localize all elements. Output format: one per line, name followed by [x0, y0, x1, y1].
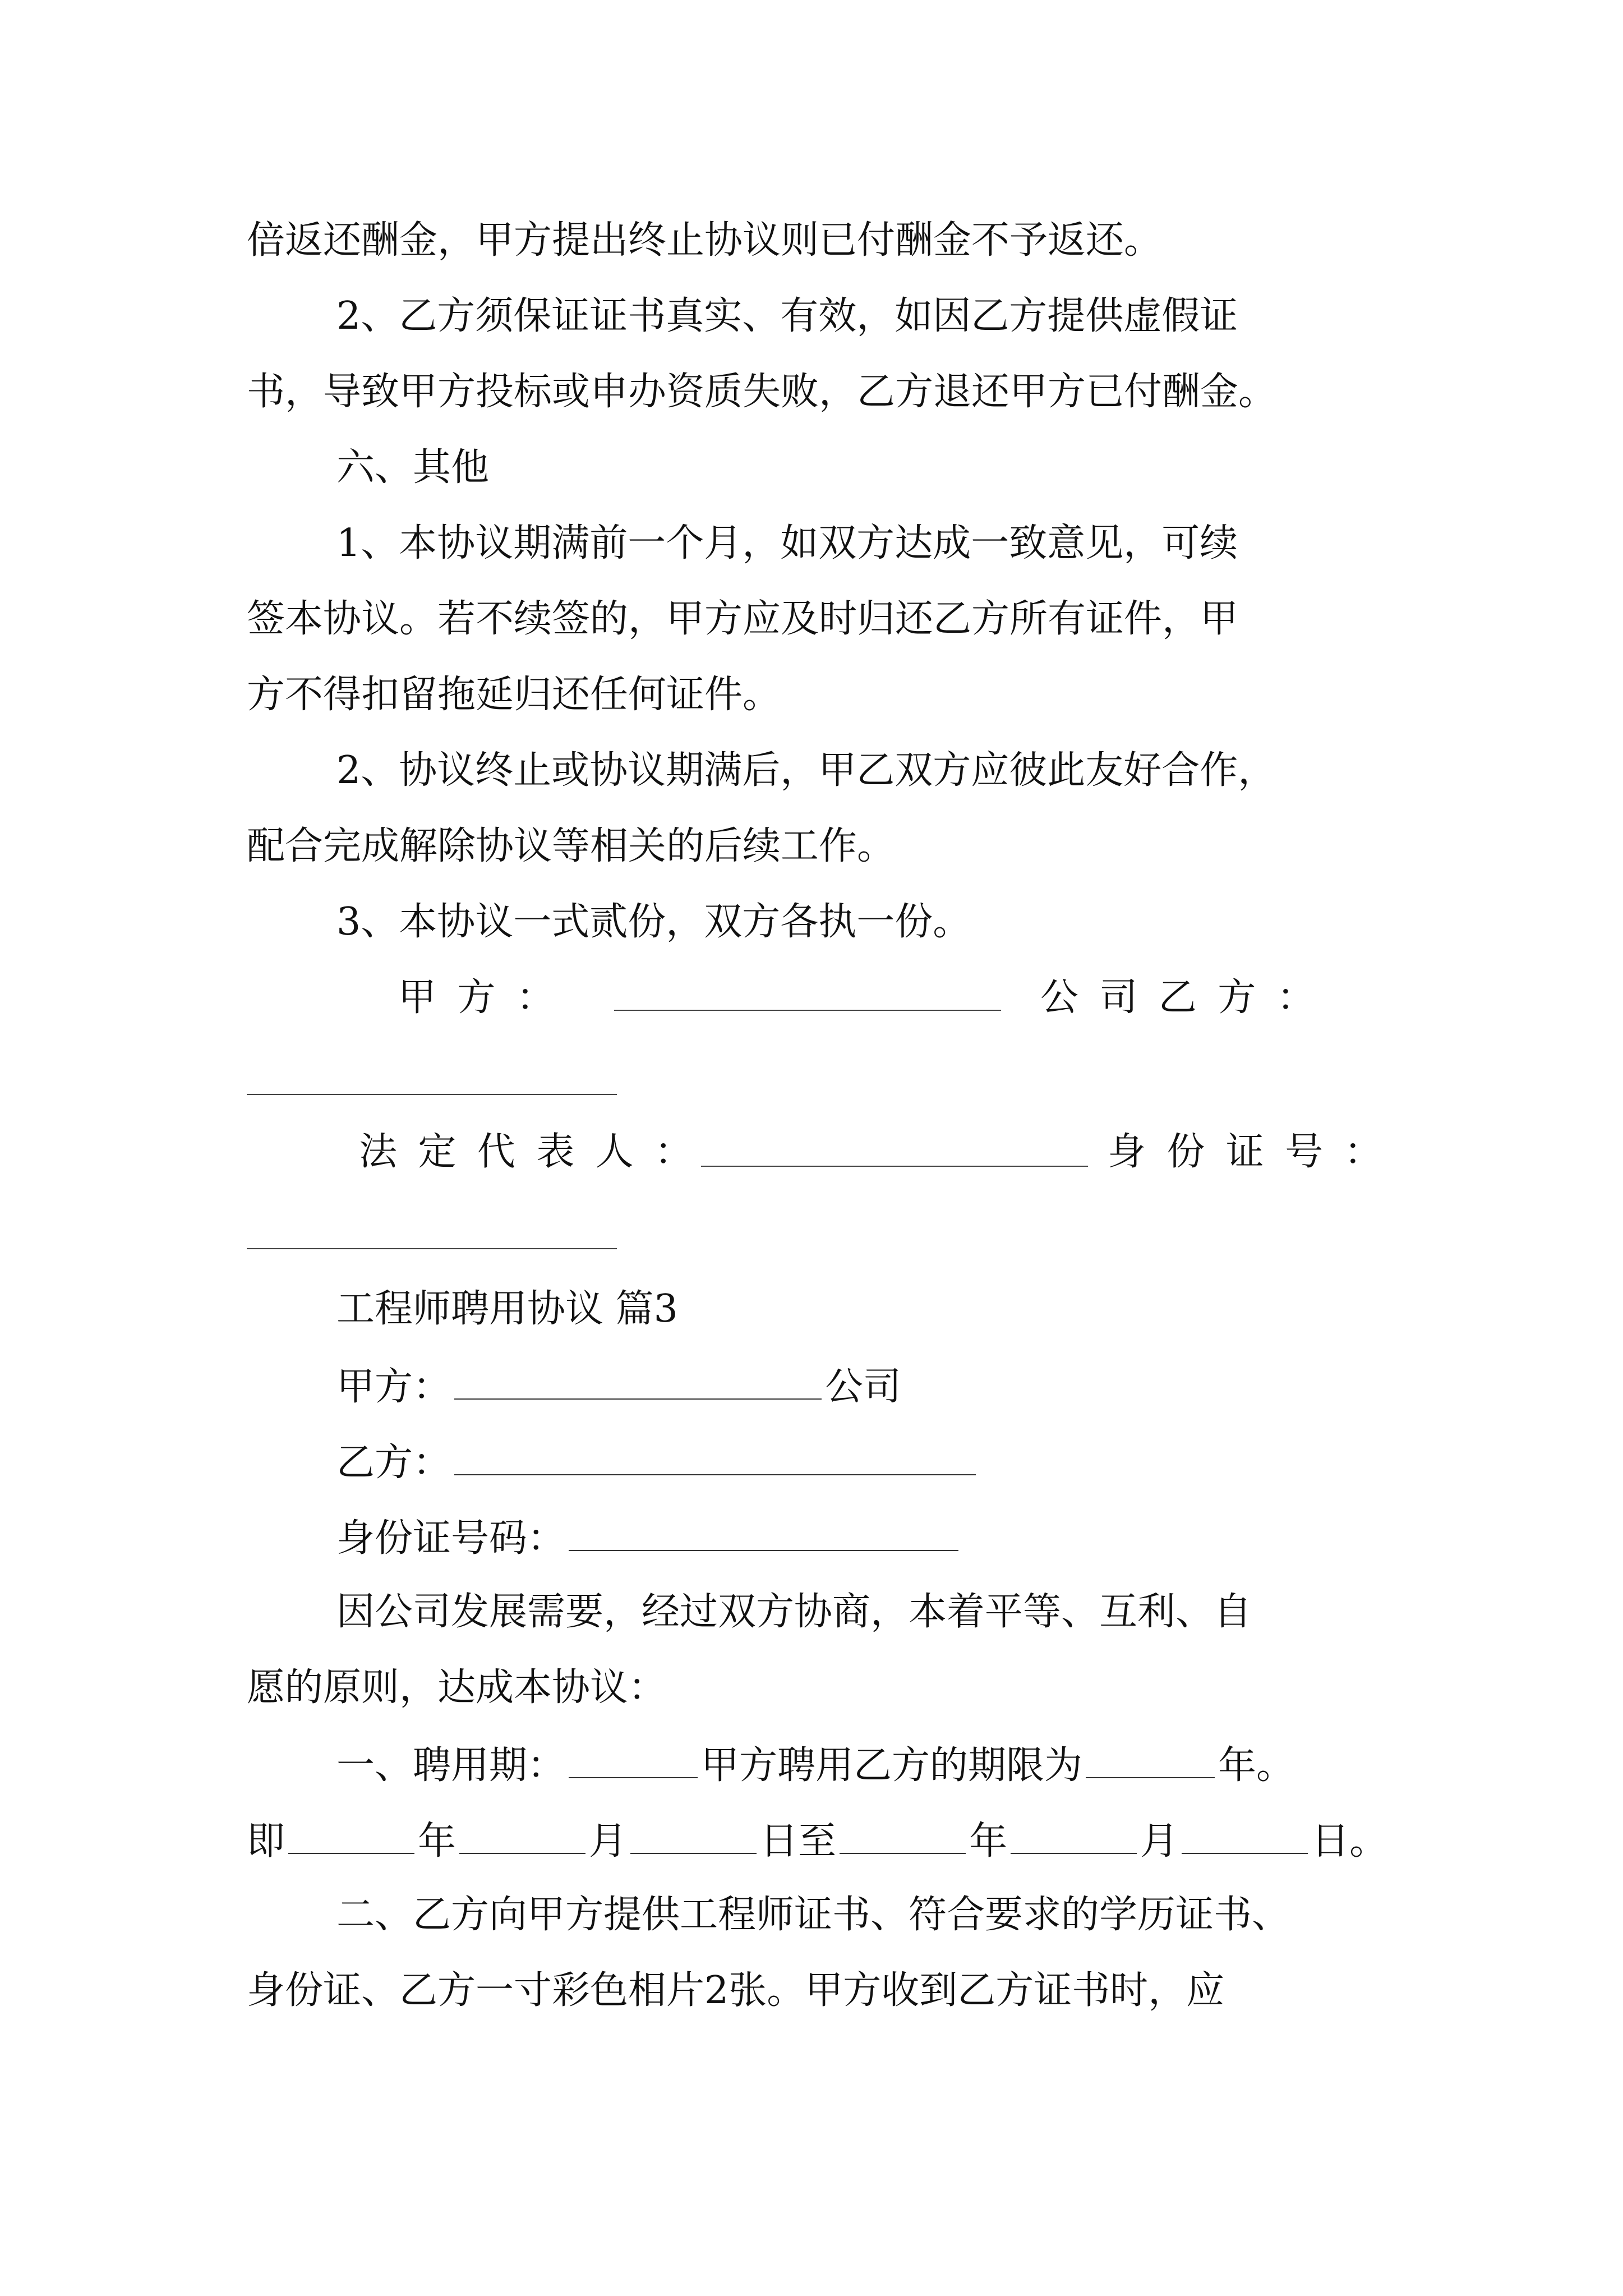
id-number-label: 身份证号：	[1108, 1130, 1404, 1174]
legal-representative-label: 法定代表人：	[359, 1130, 714, 1174]
section-heading: 六、其他	[336, 445, 490, 490]
date-text: 月	[589, 1819, 628, 1864]
fill-blank	[630, 1820, 757, 1854]
fill-blank	[1182, 1820, 1308, 1854]
party-b-line	[336, 1441, 979, 1485]
text-line: 1、本协议期满前一个月，如双方达成一致意见，可续	[336, 521, 1238, 565]
date-text: 年	[969, 1819, 1008, 1864]
signature-blank	[701, 1166, 1088, 1167]
term-line	[336, 1743, 1295, 1788]
date-text: 即	[247, 1819, 285, 1864]
text-line: 3、本协议一式贰份，双方各执一份。	[336, 900, 971, 944]
fill-blank	[840, 1820, 966, 1854]
text-line: 身份证、乙方一寸彩色相片2张。甲方收到乙方证书时，应	[247, 1968, 1225, 2013]
text-line: 方不得扣留拖延归还任何证件。	[247, 673, 781, 717]
fill-blank	[1086, 1745, 1215, 1778]
party-a-label: 甲方：	[336, 1365, 451, 1409]
text-line: 签本协议。若不续签的，甲方应及时归还乙方所有证件，甲	[247, 597, 1239, 641]
text-line: 二、乙方向甲方提供工程师证书、符合要求的学历证书、	[336, 1893, 1290, 1937]
fill-blank	[1011, 1820, 1137, 1854]
text-line: 愿的原则，达成本协议：	[247, 1665, 667, 1710]
agreement-title: 工程师聘用协议 篇3	[336, 1287, 678, 1331]
text-line: 2、协议终止或协议期满后，甲乙双方应彼此友好合作，	[336, 748, 1276, 793]
date-text: 日至	[760, 1819, 837, 1864]
signature-blank	[247, 1248, 617, 1249]
party-a-line	[336, 1365, 902, 1409]
date-text: 日。	[1311, 1819, 1388, 1864]
term-unit: 年。	[1218, 1743, 1295, 1788]
party-a-label: 甲方：	[398, 976, 576, 1020]
text-line: 配合完成解除协议等相关的后续工作。	[247, 824, 896, 868]
company-label: 公司	[825, 1365, 902, 1409]
date-range-line	[247, 1819, 1388, 1864]
term-text: 甲方聘用乙方的期限为	[701, 1743, 1083, 1788]
term-label: 一、聘用期：	[336, 1743, 566, 1788]
date-text: 月	[1140, 1819, 1179, 1864]
fill-blank	[459, 1820, 585, 1854]
signature-blank	[247, 1094, 617, 1095]
text-line: 2、乙方须保证证书真实、有效，如因乙方提供虚假证	[336, 294, 1238, 338]
company-party-b-label: 公司乙方：	[1040, 976, 1336, 1020]
fill-blank	[454, 1442, 976, 1475]
fill-blank	[288, 1820, 414, 1854]
date-text: 年	[418, 1819, 457, 1864]
signature-blank	[614, 1010, 1001, 1011]
text-line: 倍返还酬金，甲方提出终止协议则已付酬金不予返还。	[247, 218, 1163, 263]
id-number-line	[336, 1516, 962, 1561]
text-line: 书，导致甲方投标或申办资质失败，乙方退还甲方已付酬金。	[247, 370, 1277, 414]
text-line: 因公司发展需要，经过双方协商，本着平等、互利、自	[336, 1590, 1252, 1634]
party-b-label: 乙方：	[336, 1441, 451, 1485]
fill-blank	[569, 1517, 958, 1551]
fill-blank	[454, 1366, 822, 1400]
id-number-label: 身份证号码：	[336, 1516, 566, 1561]
fill-blank	[569, 1745, 698, 1778]
